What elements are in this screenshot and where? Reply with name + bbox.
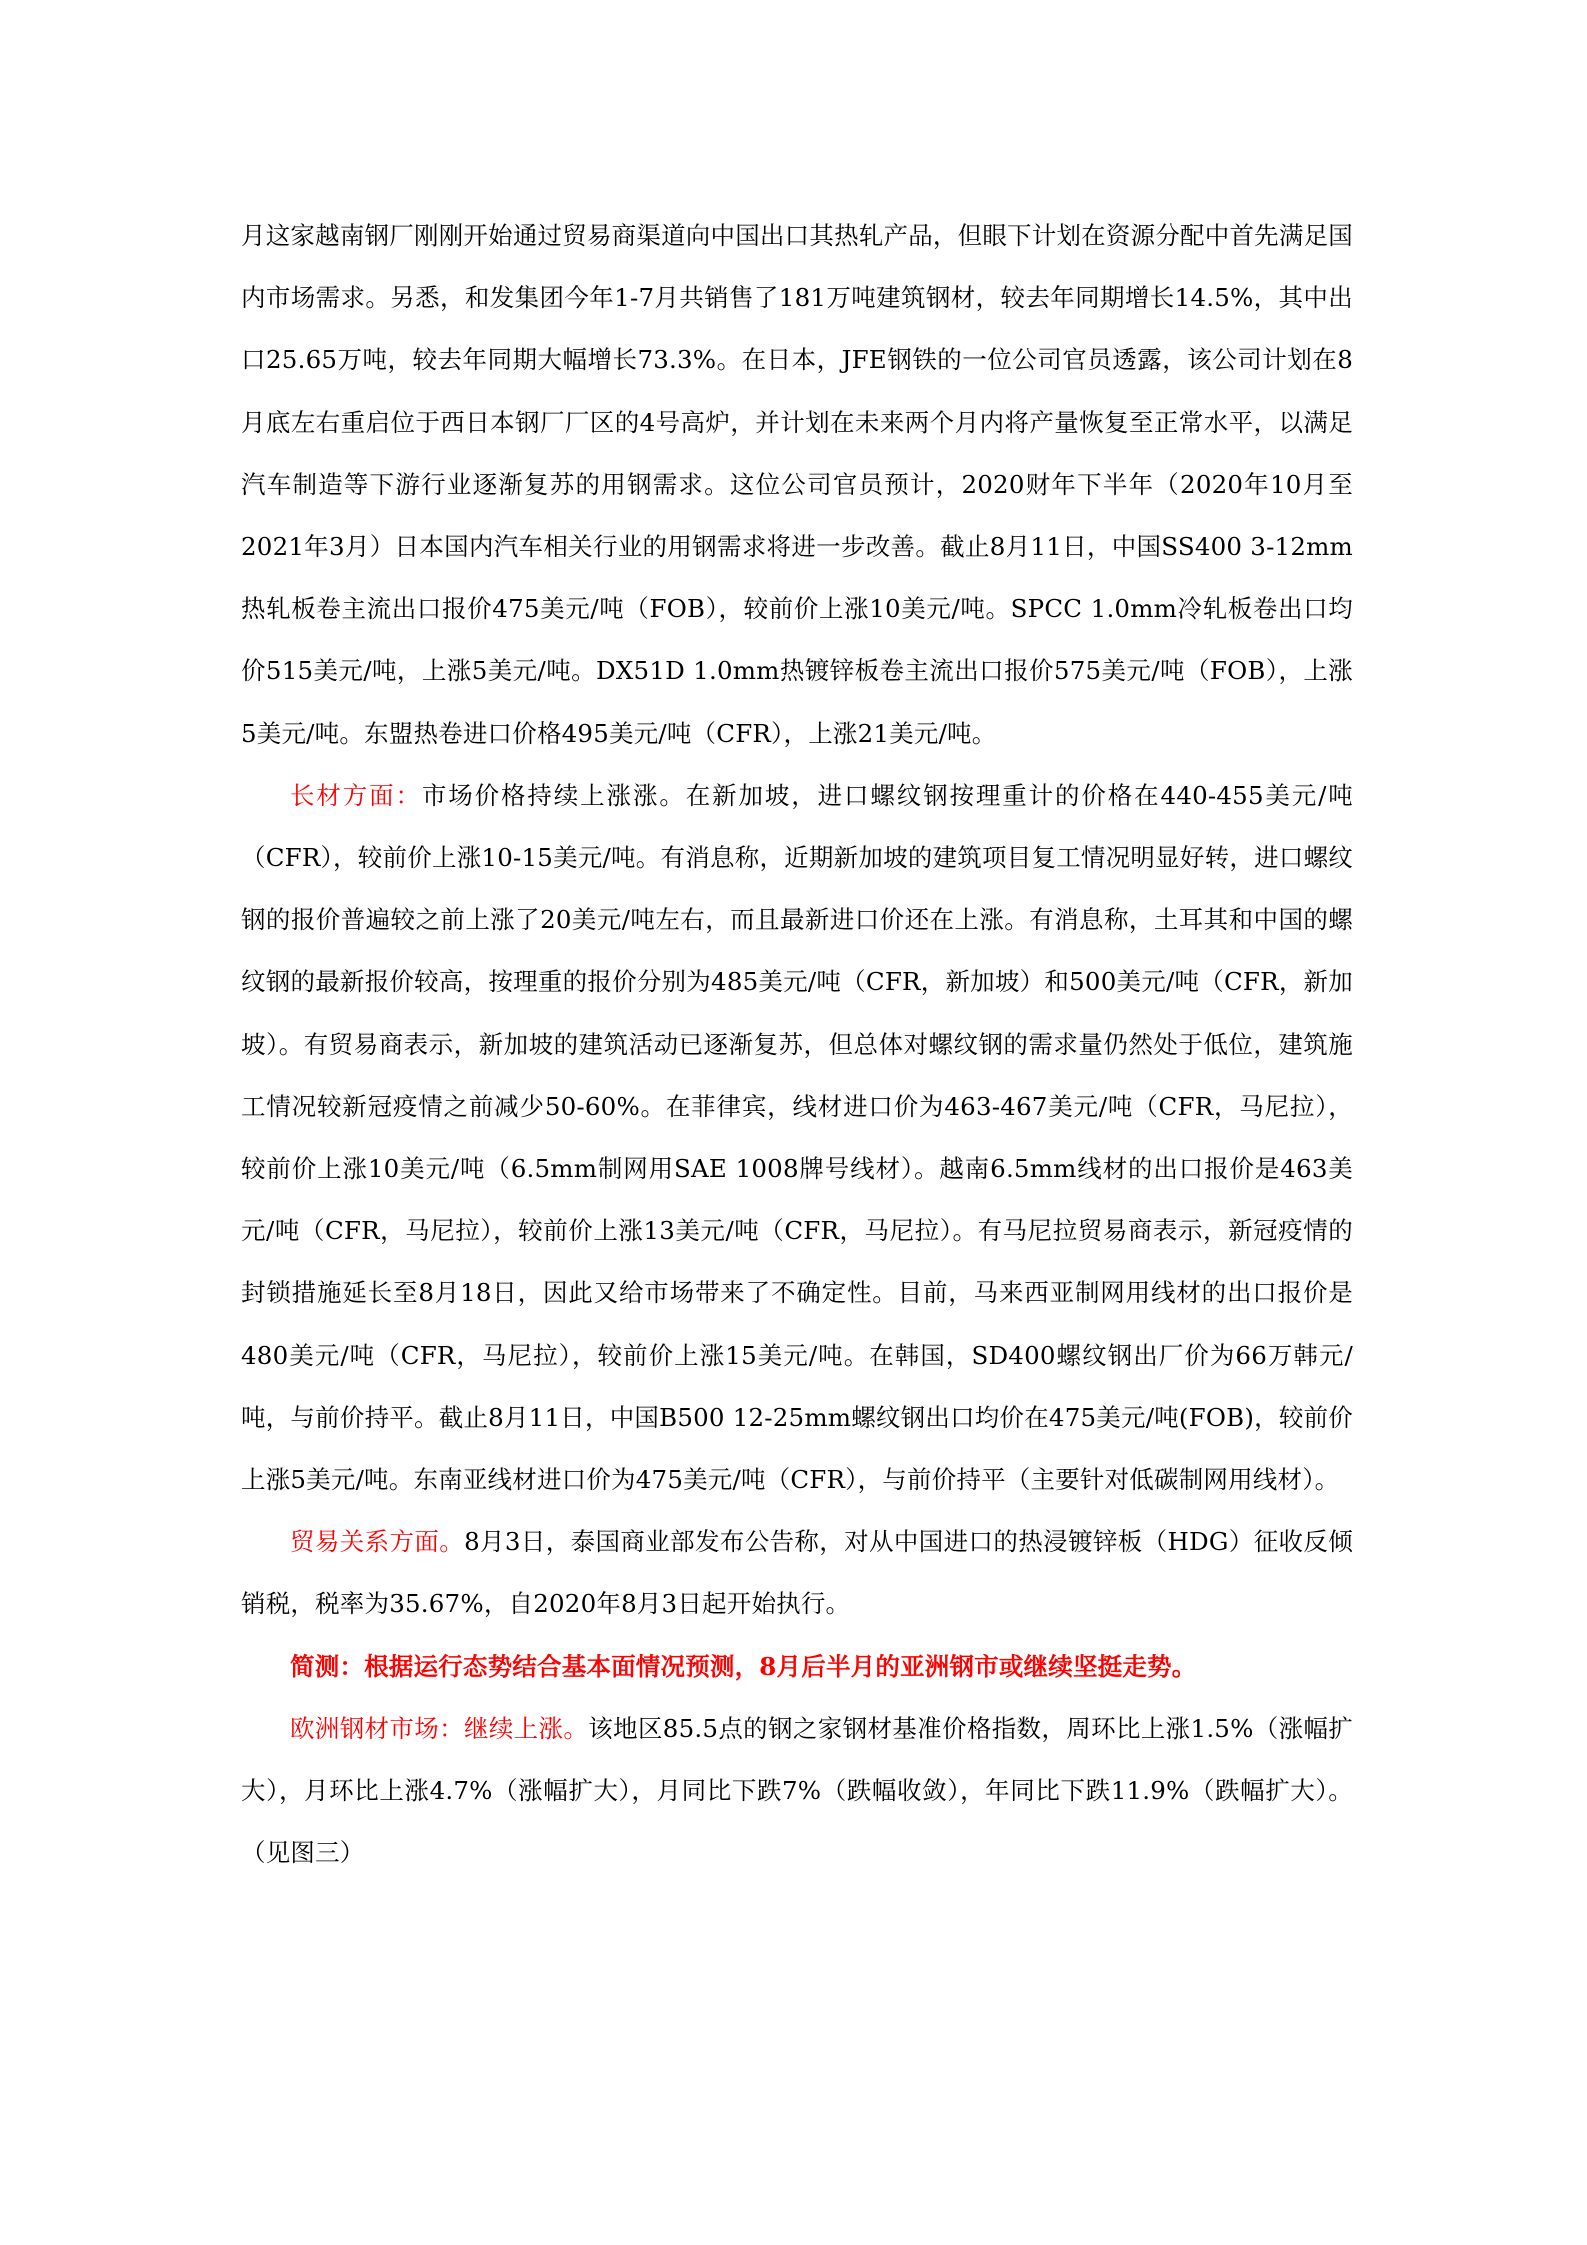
paragraph-flat-products-continued bbox=[241, 205, 1353, 765]
section-heading-trade-relations: 贸易关系方面。 bbox=[290, 1527, 465, 1557]
paragraph-forecast bbox=[241, 1636, 1353, 1698]
section-heading-europe-market: 欧洲钢材市场：继续上涨。 bbox=[290, 1713, 589, 1743]
paragraph-long-products bbox=[241, 765, 1353, 1511]
paragraph-body: 市场价格持续上涨涨。在新加坡，进口螺纹钢按理重计的价格在440-455美元/吨（CFR），较前价上涨10-15美元/吨。有消息称，近期新加坡的建筑项目复工情况明显好转，进口螺纹钢的报价普遍较之前上涨了20美元/吨左右，而且最新进口价还在上涨。有消息称，土耳其和中国的螺纹钢的最新报价较高，按理重的报价分别为485美元/吨（CFR，新加坡）和500美元/吨（CFR，新加坡）。有贸易商表示，新加坡的建筑活动已逐渐复苏，但总体对螺纹钢的需求量仍然处于低位，建筑施工情况较新冠疫情之前减少50-60%。在菲律宾，线材进口价为463-467美元/吨（CFR，马尼拉），较前价上涨10美元/吨（6.5mm制网用SAE 1008牌号线材）。越南6.5mm线材的出口报价是463美元/吨（CFR，马尼拉），较前价上涨13美元/吨（CFR，马尼拉）。有马尼拉贸易商表示，新冠疫情的封锁措施延长至8月18日，因此又给市场带来了不确定性。目前，马来西亚制网用线材的出口报价是480美元/吨（CFR，马尼拉），较前价上涨15美元/吨。在韩国，SD400螺纹钢出厂价为66万韩元/吨，与前价持平。截止8月11日，中国B500 12-25mm螺纹钢出口均价在475美元/吨(FOB)，较前价上涨5美元/吨。东南亚线材进口价为475美元/吨（CFR），与前价持平（主要针对低碳制网用线材）。 bbox=[241, 780, 1354, 1495]
paragraph-body: 8月3日，泰国商业部发布公告称，对从中国进口的热浸镀锌板（HDG）征收反倾销税，税率为35.67%，自2020年8月3日起开始执行。 bbox=[241, 1527, 1353, 1619]
section-heading-long-products: 长材方面： bbox=[290, 780, 422, 810]
paragraph-body: 月这家越南钢厂刚刚开始通过贸易商渠道向中国出口其热轧产品，但眼下计划在资源分配中首先满足国内市场需求。另悉，和发集团今年1-7月共销售了181万吨建筑钢材，较去年同期增长14.5%，其中出口25.65万吨，较去年同期大幅增长73.3%。在日本，JFE钢铁的一位公司官员透露，该公司计划在8月底左右重启位于西日本钢厂厂区的4号高炉，并计划在未来两个月内将产量恢复至正常水平，以满足汽车制造等下游行业逐渐复苏的用钢需求。这位公司官员预计，2020财年下半年（2020年10月至2021年3月）日本国内汽车相关行业的用钢需求将进一步改善。截止8月11日，中国SS400 3-12mm热轧板卷主流出口报价475美元/吨（FOB），较前价上涨10美元/吨。SPCC 1.0mm冷轧板卷出口均价515美元/吨，上涨5美元/吨。DX51D 1.0mm热镀锌板卷主流出口报价575美元/吨（FOB），上涨5美元/吨。东盟热卷进口价格495美元/吨（CFR），上涨21美元/吨。 bbox=[241, 221, 1353, 748]
forecast-statement: 简测：根据运行态势结合基本面情况预测，8月后半月的亚洲钢市或继续坚挺走势。 bbox=[290, 1651, 1197, 1681]
paragraph-body: 该地区85.5点的钢之家钢材基准价格指数，周环比上涨1.5%（涨幅扩大），月环比上涨4.7%（涨幅扩大），月同比下跌7%（跌幅收敛），年同比下跌11.9%（跌幅扩大）。（见图三） bbox=[241, 1713, 1353, 1868]
document-page bbox=[241, 205, 1353, 1884]
paragraph-trade-relations bbox=[241, 1511, 1353, 1635]
paragraph-europe-market bbox=[241, 1698, 1353, 1885]
